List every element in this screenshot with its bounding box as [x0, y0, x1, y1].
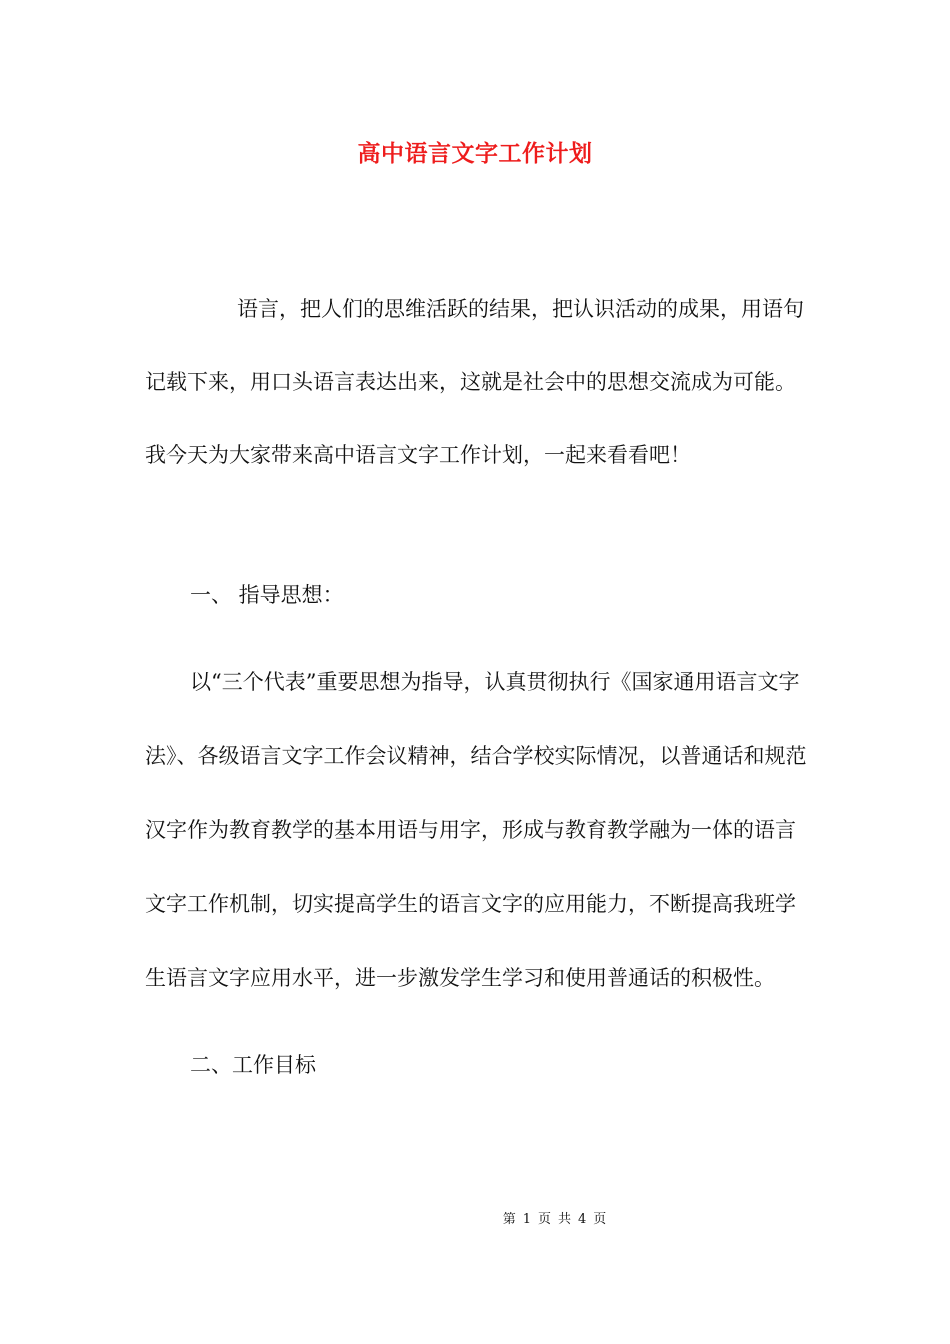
- intro-paragraph: 语言，把人们的思维活跃的结果，把认识活动的成果，用语句记载下来，用口头语言表达出来，这就是社会中的思想交流成为可能。我今天为大家带来高中语言文字工作计划，一起来看看吧！: [145, 297, 804, 467]
- document-title: 高中语言文字工作计划: [357, 140, 593, 167]
- document-content: [145, 273, 813, 1089]
- section-heading-guiding-ideology: 一、 指导思想：: [190, 583, 344, 607]
- section-body-guiding-ideology: 以“三个代表”重要思想为指导，认真贯彻执行《国家通用语言文字法》、各级语言文字工作会议精神，结合学校实际情况，以普通话和规范汉字作为教育教学的基本用语与用字，形成与教育教学融为一体的语言文字工作机制，切实提高学生的语言文字的应用能力，不断提高我班学生语言文字应用水平，进一步激发学生学习和使用普通话的积极性。: [145, 670, 807, 990]
- section-heading-work-goals: 二、工作目标: [190, 1053, 316, 1077]
- footer-page-unit: 页: [537, 1212, 552, 1227]
- footer-page-label: 第: [502, 1212, 517, 1227]
- footer-page-number: 1: [522, 1212, 532, 1227]
- footer-total-unit: 页: [593, 1212, 608, 1227]
- footer-total-label: 共: [558, 1212, 573, 1227]
- footer-total-pages: 4: [578, 1212, 588, 1227]
- intro-section: [145, 273, 813, 492]
- page-footer: [0, 1208, 950, 1227]
